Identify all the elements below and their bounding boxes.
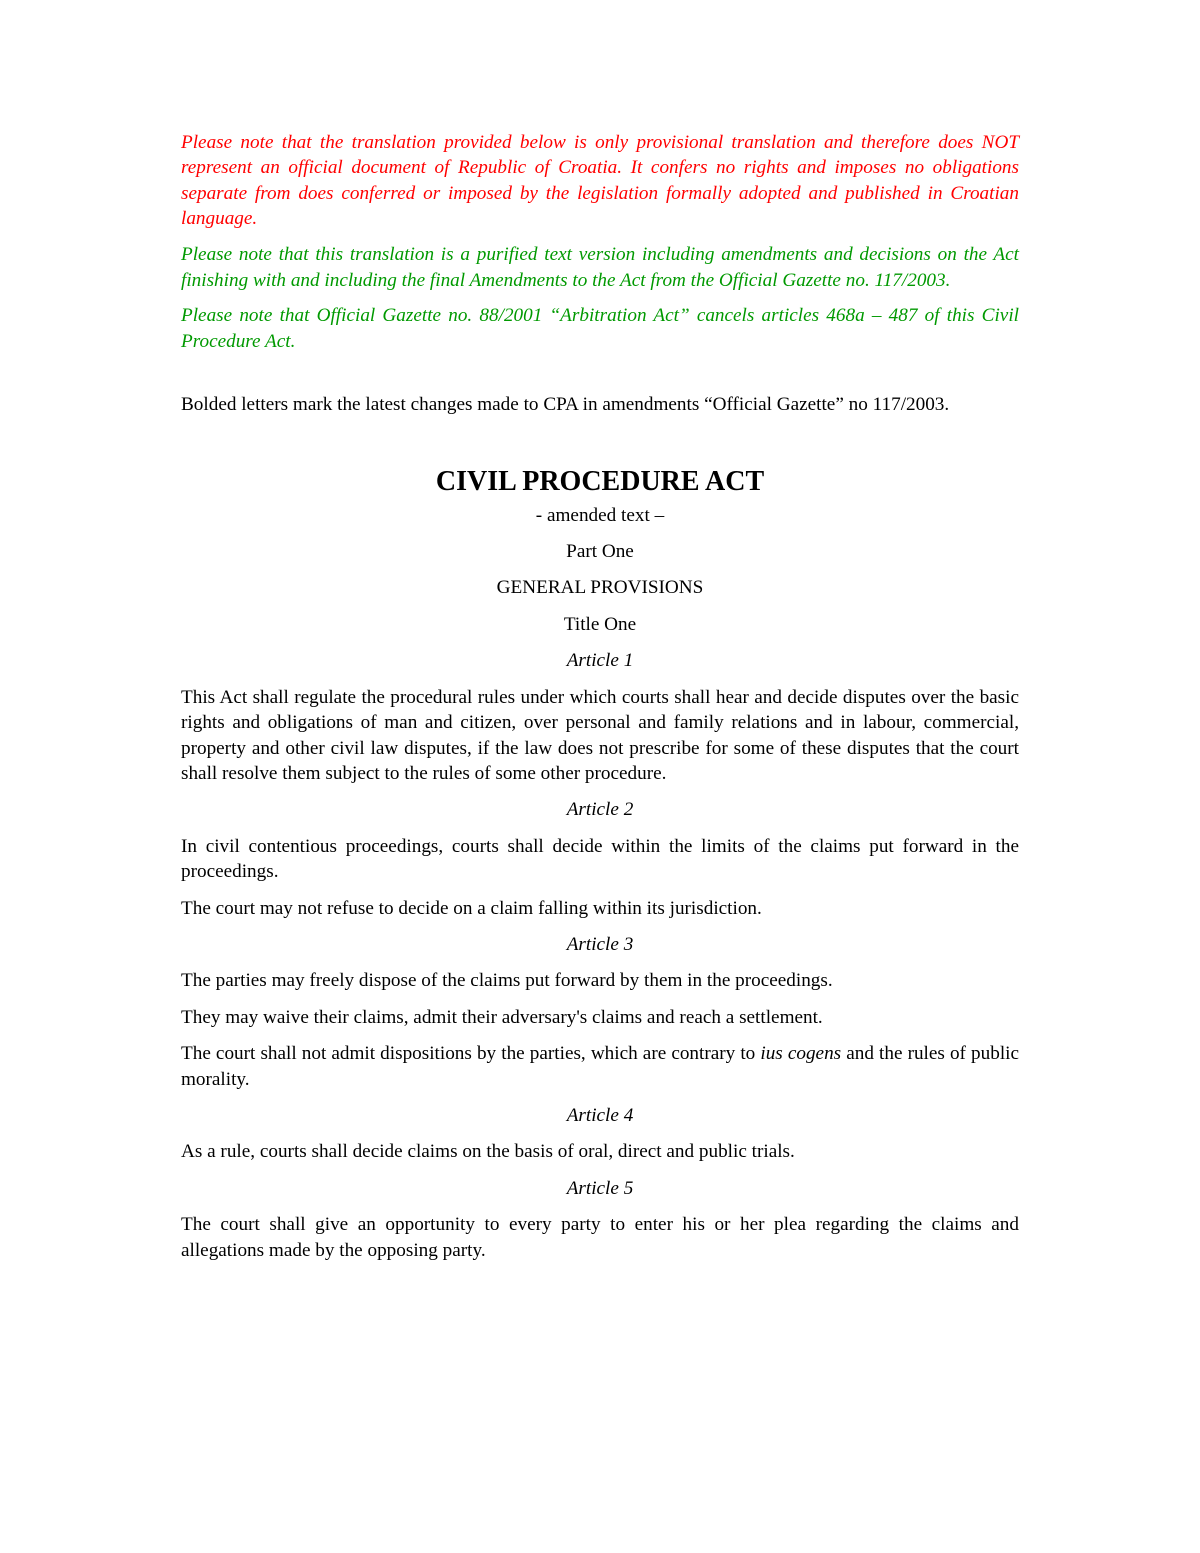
article-3-paragraph-3	[181, 1041, 1019, 1092]
article-5-paragraph-1: The court shall give an opportunity to every party to enter his or her plea regarding the claims and allegations made by the opposing party.	[181, 1214, 1019, 1261]
article-3-paragraph-3-text-before: The court shall not admit dispositions by the parties, which are contrary to	[181, 1043, 761, 1065]
article-2-heading: Article 2	[566, 799, 634, 821]
bolded-letters-info: Bolded letters mark the latest changes made to CPA in amendments “Official Gazette” no 117/2003.	[181, 394, 950, 416]
part-name: GENERAL PROVISIONS	[496, 577, 704, 599]
ius-cogens-term: ius cogens	[760, 1043, 842, 1065]
article-3-heading: Article 3	[566, 933, 634, 955]
title-heading: Title One	[563, 613, 637, 635]
article-3-paragraph-2: They may waive their claims, admit their adversary's claims and reach a settlement.	[181, 1006, 823, 1028]
document-title: CIVIL PROCEDURE ACT	[435, 465, 765, 497]
document-subtitle: - amended text –	[535, 504, 665, 526]
article-4-heading: Article 4	[566, 1104, 634, 1126]
article-3-paragraph-1: The parties may freely dispose of the claims put forward by them in the proceedings.	[181, 970, 833, 992]
article-1-paragraph-1: This Act shall regulate the procedural rules under which courts shall hear and decide disputes over the basic rights and obligations of man and citizen, over personal and family relations and in labour, commercial, property and other civil law disputes, if the law does not prescribe for some of these disputes that the court shall resolve them subject to the rules of some other procedure.	[181, 686, 1019, 784]
article-2-paragraph-2: The court may not refuse to decide on a claim falling within its jurisdiction.	[181, 897, 762, 919]
purified-text-notice: Please note that this translation is a purified text version including amendments and decisions on the Act finishing with and including the final Amendments to the Act from the Official Gazette no. 117/2003.	[181, 244, 1019, 291]
article-3-paragraph-3-text-after: and the rules of public morality.	[181, 1043, 1019, 1090]
provisional-translation-notice: Please note that the translation provided below is only provisional translation and therefore does NOT represent an official document of Republic of Croatia. It confers no rights and imposes no obligations separate from does conferred or imposed by the legislation formally adopted and published in Croatian language.	[181, 132, 1019, 230]
document-page	[181, 130, 1019, 1274]
article-1-heading: Article 1	[566, 650, 634, 672]
article-5-heading: Article 5	[566, 1177, 634, 1199]
article-2-paragraph-1: In civil contentious proceedings, courts shall decide within the limits of the claims put forward in the proceedings.	[181, 835, 1019, 883]
arbitration-act-notice: Please note that Official Gazette no. 88/2001 “Arbitration Act” cancels articles 468a – 487 of this Civil Procedure Act.	[181, 305, 1019, 352]
part-heading: Part One	[566, 541, 634, 563]
article-4-paragraph-1: As a rule, courts shall decide claims on the basis of oral, direct and public trials.	[181, 1141, 795, 1163]
